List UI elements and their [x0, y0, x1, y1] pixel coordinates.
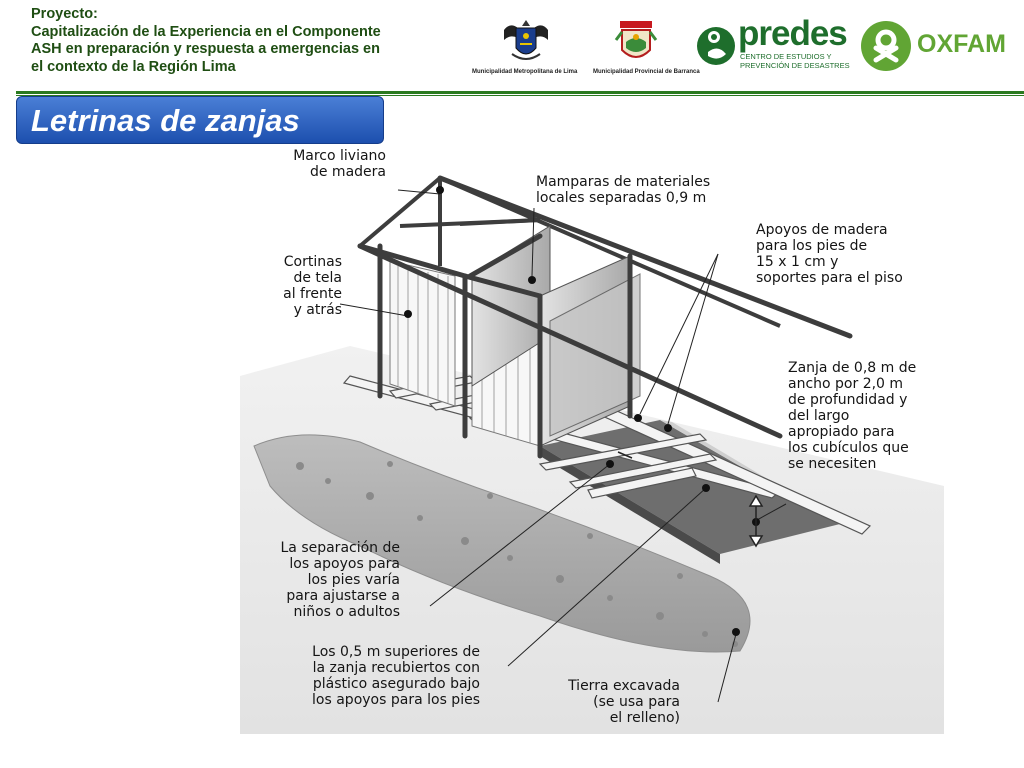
label-line: Los 0,5 m superiores de	[312, 644, 480, 660]
label-line: (se usa para	[593, 694, 680, 710]
label-line: soportes para el piso	[756, 270, 903, 286]
oxfam-name: OXFAM	[917, 30, 1006, 58]
label-line: locales separadas 0,9 m	[536, 190, 707, 206]
label-line: Mamparas de materiales	[536, 174, 711, 190]
label-mamparas	[536, 174, 710, 206]
municipal-logos	[470, 20, 700, 82]
predes-logo	[696, 14, 850, 72]
label-line: y atrás	[293, 302, 342, 318]
trench-latrine-diagram	[240, 146, 944, 734]
label-line: de tela	[293, 270, 342, 286]
oxfam-mark-icon	[860, 20, 912, 72]
label-line: al frente	[283, 286, 342, 302]
project-line: Proyecto:	[31, 6, 98, 22]
label-line: del largo	[788, 408, 850, 424]
label-apoyos	[756, 222, 903, 286]
label-line: Zanja de 0,8 m de	[788, 360, 917, 376]
label-line: Tierra excavada	[568, 678, 680, 694]
label-line: niños o adultos	[293, 604, 400, 620]
label-line: Cortinas	[283, 254, 342, 270]
project-line: ASH en preparación y respuesta a emergencias en	[31, 41, 380, 57]
project-line: el contexto de la Región Lima	[31, 58, 236, 75]
municipal-barranca-caption: Municipalidad Provincial de Barranca	[593, 69, 700, 75]
predes-subtitle-line: PREVENCIÓN DE DESASTRES	[740, 61, 850, 70]
label-line: Marco liviano	[293, 148, 386, 164]
title-banner	[16, 96, 384, 144]
label-line: de madera	[309, 164, 386, 180]
predes-subtitle-line: CENTRO DE ESTUDIOS Y	[740, 52, 832, 61]
predes-subtitle	[740, 52, 850, 70]
header-divider	[16, 91, 1024, 94]
label-tierra	[540, 678, 680, 726]
label-line: la zanja recubiertos con	[312, 660, 480, 676]
label-line: los apoyos para	[289, 556, 400, 572]
label-marco	[274, 148, 386, 180]
label-plastico	[280, 644, 480, 708]
oxfam-logo	[860, 20, 1006, 72]
label-line: ancho por 2,0 m	[788, 376, 904, 392]
header	[0, 0, 1024, 92]
label-line: apropiado para	[788, 424, 895, 440]
label-line: La separación de	[280, 540, 400, 556]
label-line: los pies varía	[307, 572, 400, 588]
page-title: Letrinas de zanjas	[31, 103, 300, 138]
predes-mark-icon	[696, 22, 736, 70]
label-zanja	[788, 360, 916, 472]
project-line: Capitalización de la Experiencia en el Componente	[31, 23, 381, 40]
label-line: para ajustarse a	[286, 588, 400, 604]
project-description	[31, 6, 431, 76]
label-line: el relleno)	[609, 710, 680, 726]
label-line: Apoyos de madera	[756, 222, 888, 238]
label-line: 15 x 1 cm y	[756, 254, 839, 270]
municipal-shields-icon	[470, 20, 692, 68]
label-separacion	[240, 540, 400, 620]
predes-name: predes	[738, 14, 847, 53]
label-line: se necesiten	[788, 456, 877, 472]
label-cortinas	[246, 254, 342, 318]
label-line: plástico asegurado bajo	[312, 676, 480, 692]
label-line: los apoyos para los pies	[312, 692, 480, 708]
label-line: de profundidad y	[788, 392, 908, 408]
municipal-lima-caption: Municipalidad Metropolitana de Lima	[472, 69, 578, 75]
label-line: para los pies de	[756, 238, 868, 254]
label-line: los cubículos que	[788, 440, 909, 456]
